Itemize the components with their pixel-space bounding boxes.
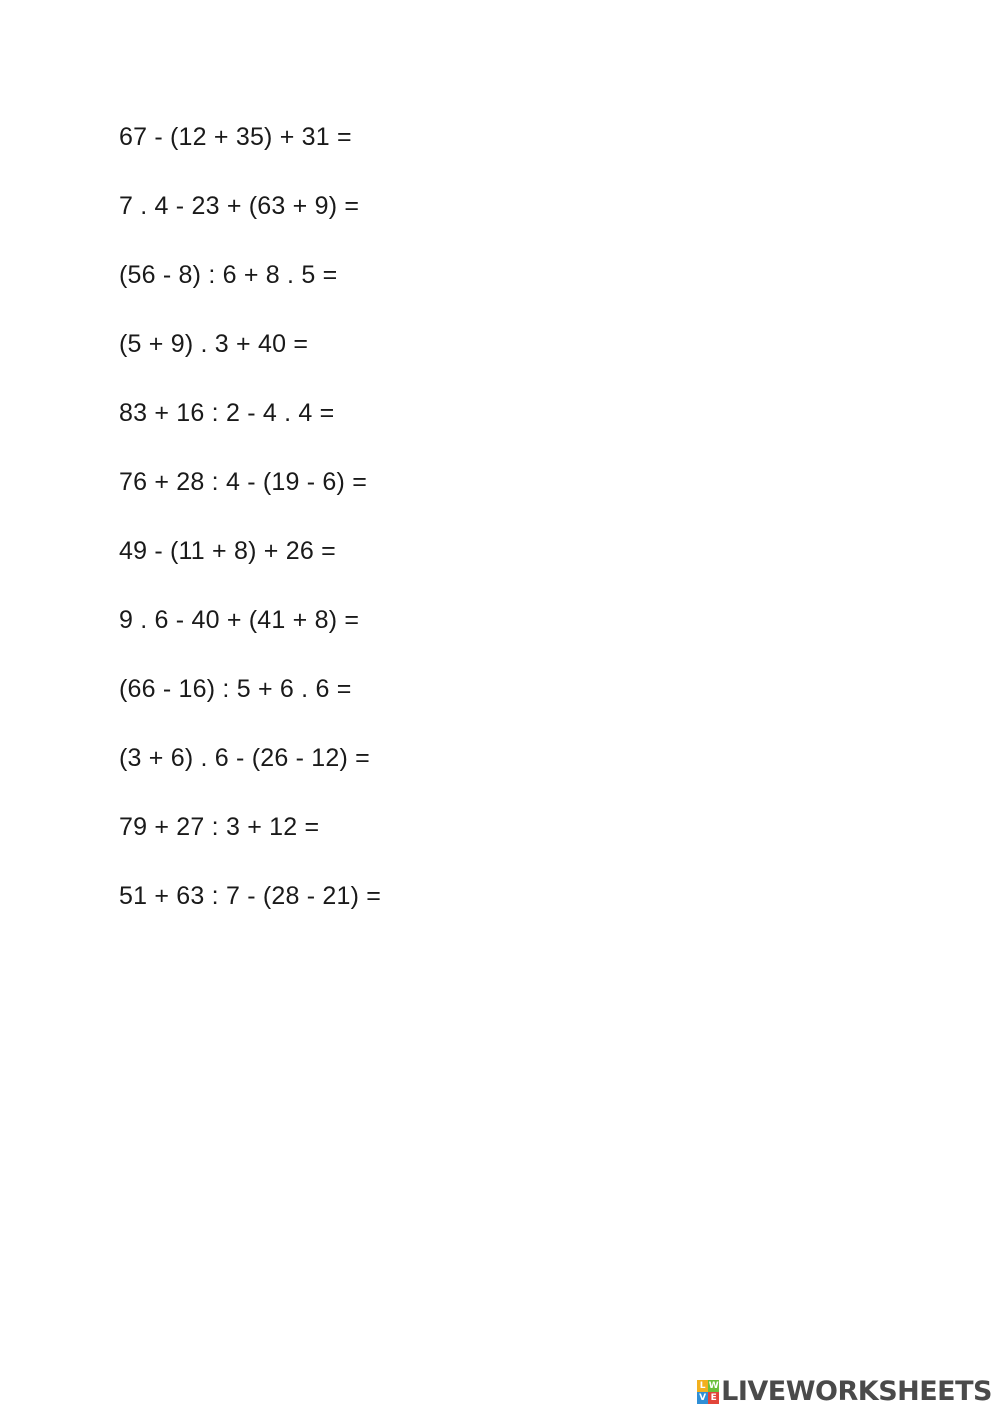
exercise-4: (5 + 9) . 3 + 40 =: [119, 330, 309, 358]
logo-tile-green: W: [708, 1381, 719, 1391]
brand-wordmark: LIVEWORKSHEETS: [721, 1376, 992, 1407]
exercise-2: 7 . 4 - 23 + (63 + 9) =: [119, 192, 360, 220]
exercise-7: 49 - (11 + 8) + 26 =: [119, 537, 336, 565]
logo-tile-yellow: L: [697, 1380, 708, 1392]
exercise-list: [119, 119, 381, 947]
exercise-12: 51 + 63 : 7 - (28 - 21) =: [119, 882, 382, 910]
exercise-10: (3 + 6) . 6 - (26 - 12) =: [119, 744, 370, 772]
liveworksheets-logo-icon: [697, 1380, 719, 1404]
exercise-3: (56 - 8) : 6 + 8 . 5 =: [119, 261, 338, 289]
exercise-5: 83 + 16 : 2 - 4 . 4 =: [119, 399, 335, 427]
exercise-11: 79 + 27 : 3 + 12 =: [119, 813, 320, 841]
logo-tile-red: E: [708, 1392, 719, 1404]
exercise-1: 67 - (12 + 35) + 31 =: [119, 123, 352, 151]
liveworksheets-brand: [697, 1377, 992, 1407]
exercise-8: 9 . 6 - 40 + (41 + 8) =: [119, 606, 360, 634]
exercise-9: (66 - 16) : 5 + 6 . 6 =: [119, 675, 352, 703]
logo-tile-blue: V: [697, 1392, 708, 1404]
exercise-6: 76 + 28 : 4 - (19 - 6) =: [119, 468, 367, 496]
